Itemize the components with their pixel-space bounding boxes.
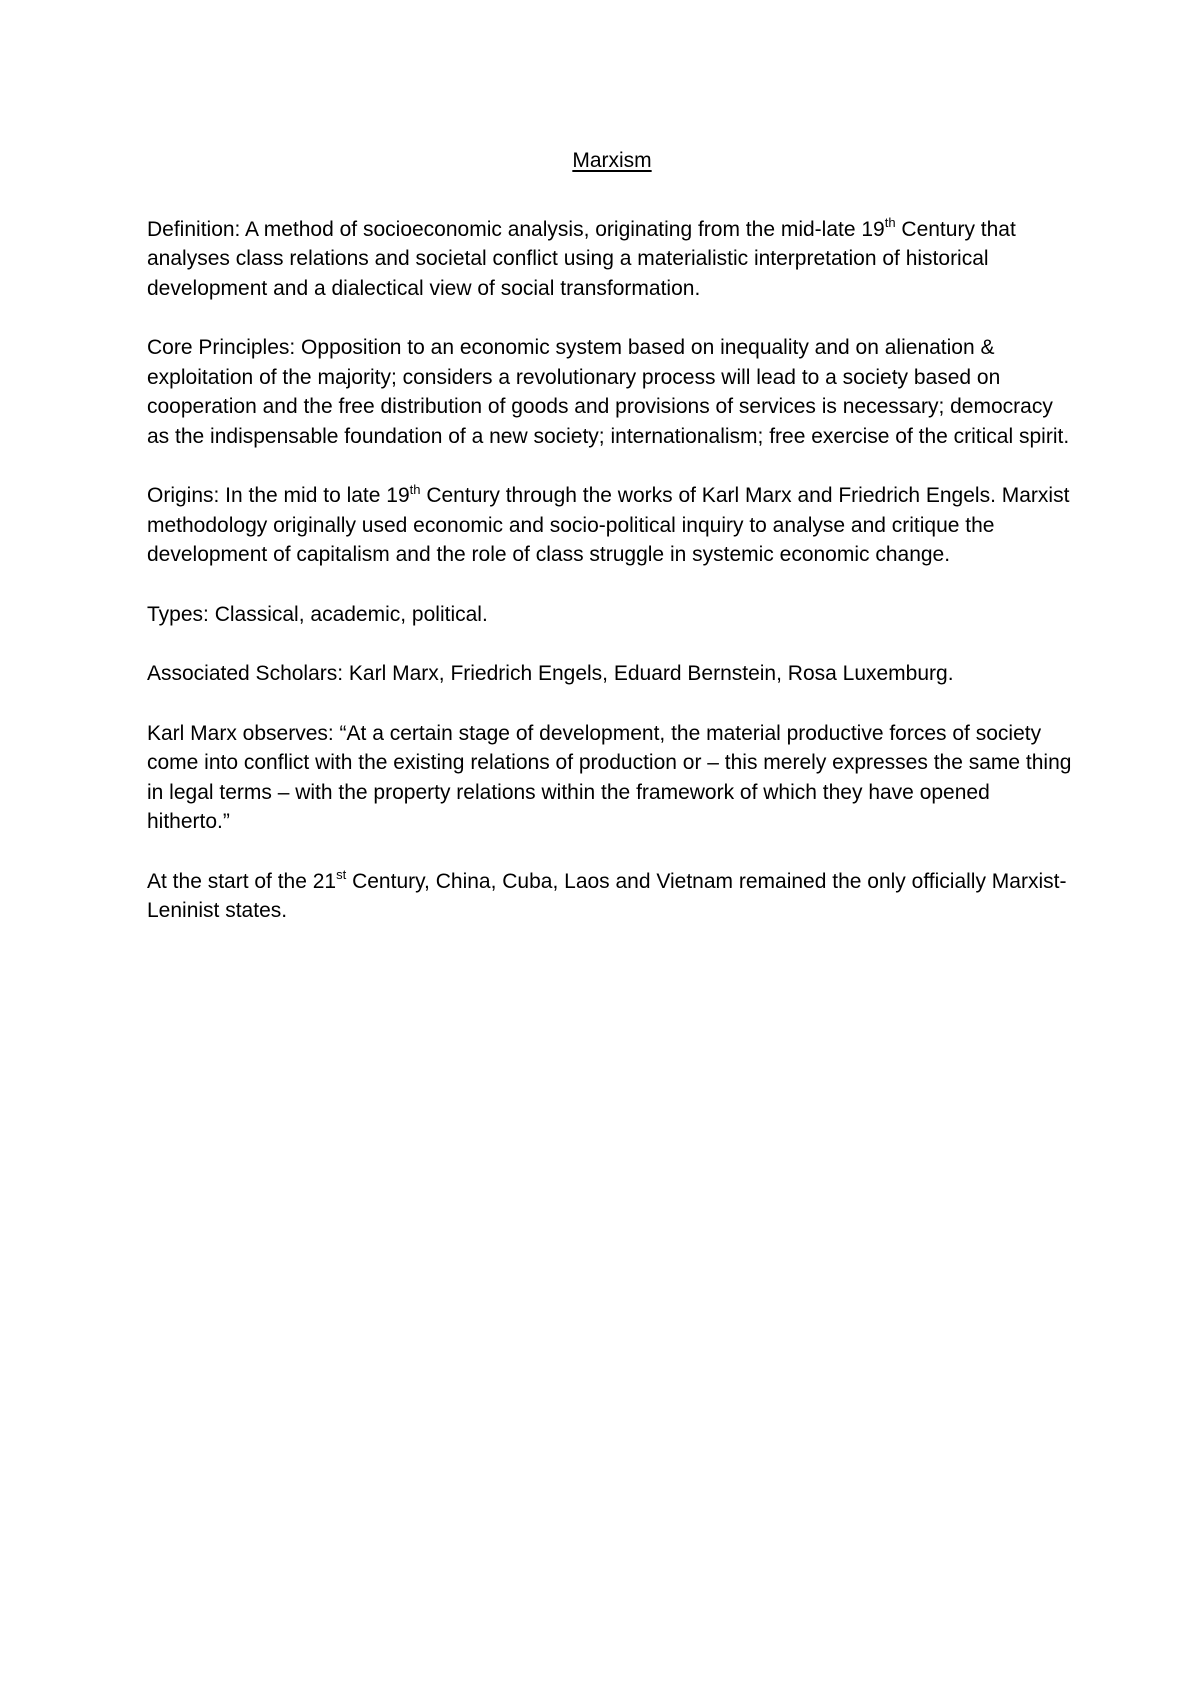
definition-paragraph xyxy=(147,215,1077,304)
definition-ordinal-suffix: th xyxy=(884,215,896,231)
twenty-first-century-ordinal-suffix: st xyxy=(336,867,347,883)
associated-scholars-paragraph: Associated Scholars: Karl Marx, Friedrich Engels, Eduard Bernstein, Rosa Luxemburg. xyxy=(147,662,954,685)
origins-text-start: Origins: In the mid to late 19 xyxy=(147,484,410,507)
twenty-first-century-text-start: At the start of the 21 xyxy=(147,869,337,893)
definition-text-start: Definition: A method of socioeconomic analysis, originating from the mid-late 19 xyxy=(147,217,885,241)
twenty-first-century-text-end: Century, China, Cuba, Laos and Vietnam remained the only officially Marxist-Leninist states. xyxy=(147,869,1067,922)
marx-quote-paragraph: Karl Marx observes: “At a certain stage of development, the material productive forces of society come into conflict with the existing relations of production or – this merely expresses the same thing in legal terms – with the property relations within the framework of which they have opened hitherto.” xyxy=(147,721,1072,833)
origins-paragraph xyxy=(147,481,1077,570)
types-paragraph: Types: Classical, academic, political. xyxy=(147,602,488,626)
document-title: Marxism xyxy=(572,149,652,172)
document-body xyxy=(147,146,1077,956)
definition-text-end: Century that analyses class relations and societal conflict using a materialistic interpretation of historical development and a dialectical view of social transformation. xyxy=(147,217,1016,300)
core-principles-paragraph: Core Principles: Opposition to an economic system based on inequality and on alienation & exploitation of the majority; considers a revolutionary process will lead to a society based on cooperation and the free distribution of goods and provisions of services is necessary; democracy as the indispensable foundation of a new society; internationalism; free exercise of the critical spirit. xyxy=(147,336,1070,448)
origins-text-end: Century through the works of Karl Marx and Friedrich Engels. Marxist methodology originally used economic and socio-political inquiry to analyse and critique the development of capitalism and the role of class struggle in systemic economic change. xyxy=(147,484,1070,566)
origins-ordinal-suffix: th xyxy=(409,481,421,497)
twenty-first-century-paragraph xyxy=(147,867,1077,926)
